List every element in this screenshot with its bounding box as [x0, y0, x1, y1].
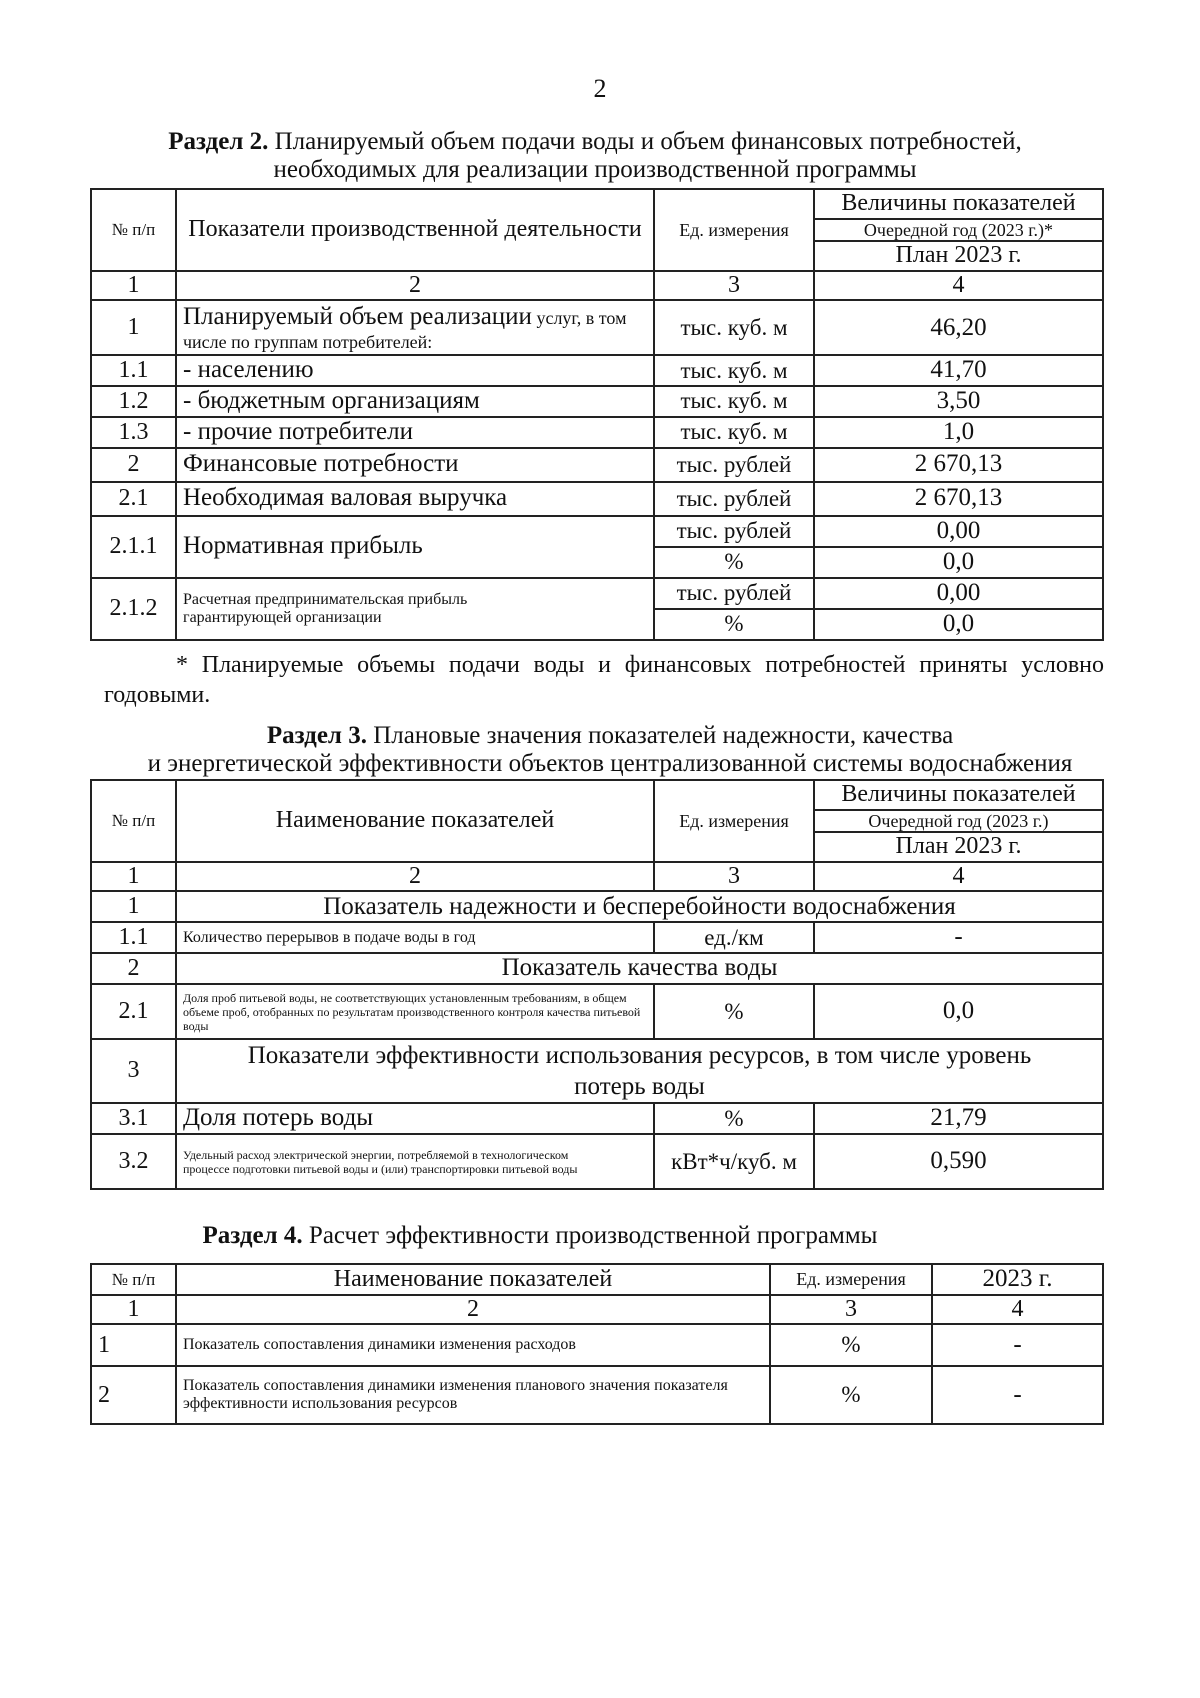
row-value: 46,20 — [814, 300, 1103, 355]
col-header-unit: Ед. измерения — [770, 1264, 932, 1295]
table-row — [91, 1324, 1103, 1366]
section4-table — [90, 1263, 1104, 1425]
group-num: 1 — [91, 891, 176, 922]
table-row — [91, 482, 1103, 516]
row-num: 2.1 — [91, 984, 176, 1039]
row-unit: % — [770, 1324, 932, 1366]
row-unit: тыс. куб. м — [654, 386, 814, 417]
table-row — [91, 417, 1103, 448]
group-row — [91, 953, 1103, 984]
section3-title — [110, 722, 1110, 778]
table-row — [91, 1366, 1103, 1424]
col-number: 2 — [176, 1295, 770, 1325]
row-value: - — [932, 1366, 1103, 1424]
col-number: 3 — [654, 862, 814, 892]
col-number: 1 — [91, 1295, 176, 1325]
section2-title — [90, 128, 1100, 184]
group-num: 2 — [91, 953, 176, 984]
row-unit: % — [654, 1103, 814, 1134]
col-header-plan: План 2023 г. — [814, 832, 1103, 862]
row-value: 21,79 — [814, 1103, 1103, 1134]
row-value: 41,70 — [814, 355, 1103, 386]
col-number: 2 — [176, 271, 654, 301]
table-row — [91, 1103, 1103, 1134]
row-value: 0,590 — [814, 1134, 1103, 1189]
group-row — [91, 1039, 1103, 1103]
row-value: 0,00 — [814, 578, 1103, 609]
row-value: 3,50 — [814, 386, 1103, 417]
group-title: Показатель качества воды — [176, 953, 1103, 984]
row-num: 2.1.2 — [91, 578, 176, 640]
col-number: 4 — [814, 862, 1103, 892]
row-unit: тыс. рублей — [654, 516, 814, 547]
row-name: Нормативная прибыль — [176, 516, 654, 578]
row-name: Доля потерь воды — [176, 1103, 654, 1134]
row-name: Расчетная предпринимательская прибыль гарантирующей организации — [176, 578, 654, 640]
table-row — [91, 984, 1103, 1039]
section3-title-bold: Раздел 3. — [266, 722, 367, 749]
row-unit: % — [770, 1366, 932, 1424]
col-number: 1 — [91, 271, 176, 301]
table-row — [91, 578, 1103, 609]
col-header-year: 2023 г. — [932, 1264, 1103, 1295]
table-row — [91, 1134, 1103, 1189]
col-header-unit: Ед. измерения — [654, 189, 814, 271]
row-name: Финансовые потребности — [176, 448, 654, 482]
row-unit: % — [654, 547, 814, 578]
row-name-big: Планируемый объем реализации — [183, 302, 532, 330]
row-num: 1.1 — [91, 922, 176, 953]
col-number: 2 — [176, 862, 654, 892]
table-row — [91, 300, 1103, 355]
row-value: - — [814, 922, 1103, 953]
row-name: - населению — [176, 355, 654, 386]
section2-title-line2: необходимых для реализации производственной программы — [273, 156, 917, 183]
row-value: 0,0 — [814, 984, 1103, 1039]
row-unit: ед./км — [654, 922, 814, 953]
group-title: Показатель надежности и бесперебойности водоснабжения — [176, 891, 1103, 922]
row-value: - — [932, 1324, 1103, 1366]
col-header-num: № п/п — [91, 1264, 176, 1295]
col-header-next-year: Очередной год (2023 г.) — [814, 810, 1103, 833]
row-value: 0,00 — [814, 516, 1103, 547]
section3-title-line1: Плановые значения показателей надежности, качества — [366, 722, 954, 749]
section3-title-line2: и энергетической эффективности объектов централизованной системы водоснабжения — [147, 750, 1073, 777]
row-num: 1.1 — [91, 355, 176, 386]
col-header-indicator: Наименование показателей — [176, 1264, 770, 1295]
row-unit: тыс. рублей — [654, 578, 814, 609]
row-num: 2 — [91, 448, 176, 482]
col-header-num: № п/п — [91, 780, 176, 862]
row-name — [176, 300, 654, 355]
row-name: Показатель сопоставления динамики изменения планового значения показателя эффективности использования ресурсов — [176, 1366, 770, 1424]
col-header-values: Величины показателей — [814, 189, 1103, 219]
row-value: 1,0 — [814, 417, 1103, 448]
row-unit: % — [654, 984, 814, 1039]
row-unit: % — [654, 609, 814, 640]
col-header-unit: Ед. измерения — [654, 780, 814, 862]
col-header-indicator: Наименование показателей — [176, 780, 654, 862]
row-name: Удельный расход электрической энергии, потребляемой в технологическом процессе подготовки питьевой воды и (или) транспортировки питьевой воды — [176, 1134, 654, 1189]
col-number: 3 — [770, 1295, 932, 1325]
row-unit: тыс. куб. м — [654, 417, 814, 448]
row-unit: тыс. рублей — [654, 448, 814, 482]
group-num: 3 — [91, 1039, 176, 1103]
section4-title — [90, 1222, 990, 1250]
table-row — [91, 516, 1103, 547]
row-unit: кВт*ч/куб. м — [654, 1134, 814, 1189]
row-value: 0,0 — [814, 547, 1103, 578]
table-row — [91, 386, 1103, 417]
col-header-indicator: Показатели производственной деятельности — [176, 189, 654, 271]
section4-title-bold: Раздел 4. — [202, 1222, 303, 1249]
col-number: 1 — [91, 862, 176, 892]
row-name-small: услуг, в том числе по группам потребителей: — [183, 307, 627, 352]
row-name: Доля проб питьевой воды, не соответствующих установленным требованиям, в общем объеме проб, отобранных по результатам производственного контроля качества питьевой воды — [176, 984, 654, 1039]
row-name: Количество перерывов в подаче воды в год — [176, 922, 654, 953]
row-num: 2 — [91, 1366, 176, 1424]
row-unit: тыс. рублей — [654, 482, 814, 516]
row-num: 1.2 — [91, 386, 176, 417]
section3-table — [90, 779, 1104, 1190]
col-number: 4 — [932, 1295, 1103, 1325]
section4-title-line1: Расчет эффективности производственной программы — [302, 1222, 878, 1249]
row-name: Показатель сопоставления динамики изменения расходов — [176, 1324, 770, 1366]
table-row — [91, 922, 1103, 953]
row-num: 2.1.1 — [91, 516, 176, 578]
row-num: 2.1 — [91, 482, 176, 516]
section2-title-bold: Раздел 2. — [168, 128, 269, 155]
section2-title-line1: Планируемый объем подачи воды и объем финансовых потребностей, — [268, 128, 1022, 155]
row-value: 2 670,13 — [814, 448, 1103, 482]
row-num: 1.3 — [91, 417, 176, 448]
row-name: - прочие потребители — [176, 417, 654, 448]
row-num: 1 — [91, 300, 176, 355]
row-name: Необходимая валовая выручка — [176, 482, 654, 516]
row-value: 2 670,13 — [814, 482, 1103, 516]
group-row — [91, 891, 1103, 922]
section2-footnote — [104, 650, 1104, 710]
col-number: 3 — [654, 271, 814, 301]
row-num: 3.2 — [91, 1134, 176, 1189]
col-header-plan: План 2023 г. — [814, 241, 1103, 271]
section2-table — [90, 188, 1104, 641]
col-header-values: Величины показателей — [814, 780, 1103, 810]
row-name: - бюджетным организациям — [176, 386, 654, 417]
col-header-num: № п/п — [91, 189, 176, 271]
page-number: 2 — [593, 74, 607, 103]
table-row — [91, 355, 1103, 386]
row-unit: тыс. куб. м — [654, 300, 814, 355]
table-row — [91, 448, 1103, 482]
row-num: 1 — [91, 1324, 176, 1366]
col-number: 4 — [814, 271, 1103, 301]
group-title: Показатели эффективности использования ресурсов, в том числе уровень потерь воды — [176, 1039, 1103, 1103]
row-unit: тыс. куб. м — [654, 355, 814, 386]
section2-footnote-text: * Планируемые объемы подачи воды и финансовых потребностей приняты условно годовыми. — [104, 652, 1104, 708]
row-value: 0,0 — [814, 609, 1103, 640]
col-header-next-year: Очередной год (2023 г.)* — [814, 219, 1103, 242]
row-num: 3.1 — [91, 1103, 176, 1134]
